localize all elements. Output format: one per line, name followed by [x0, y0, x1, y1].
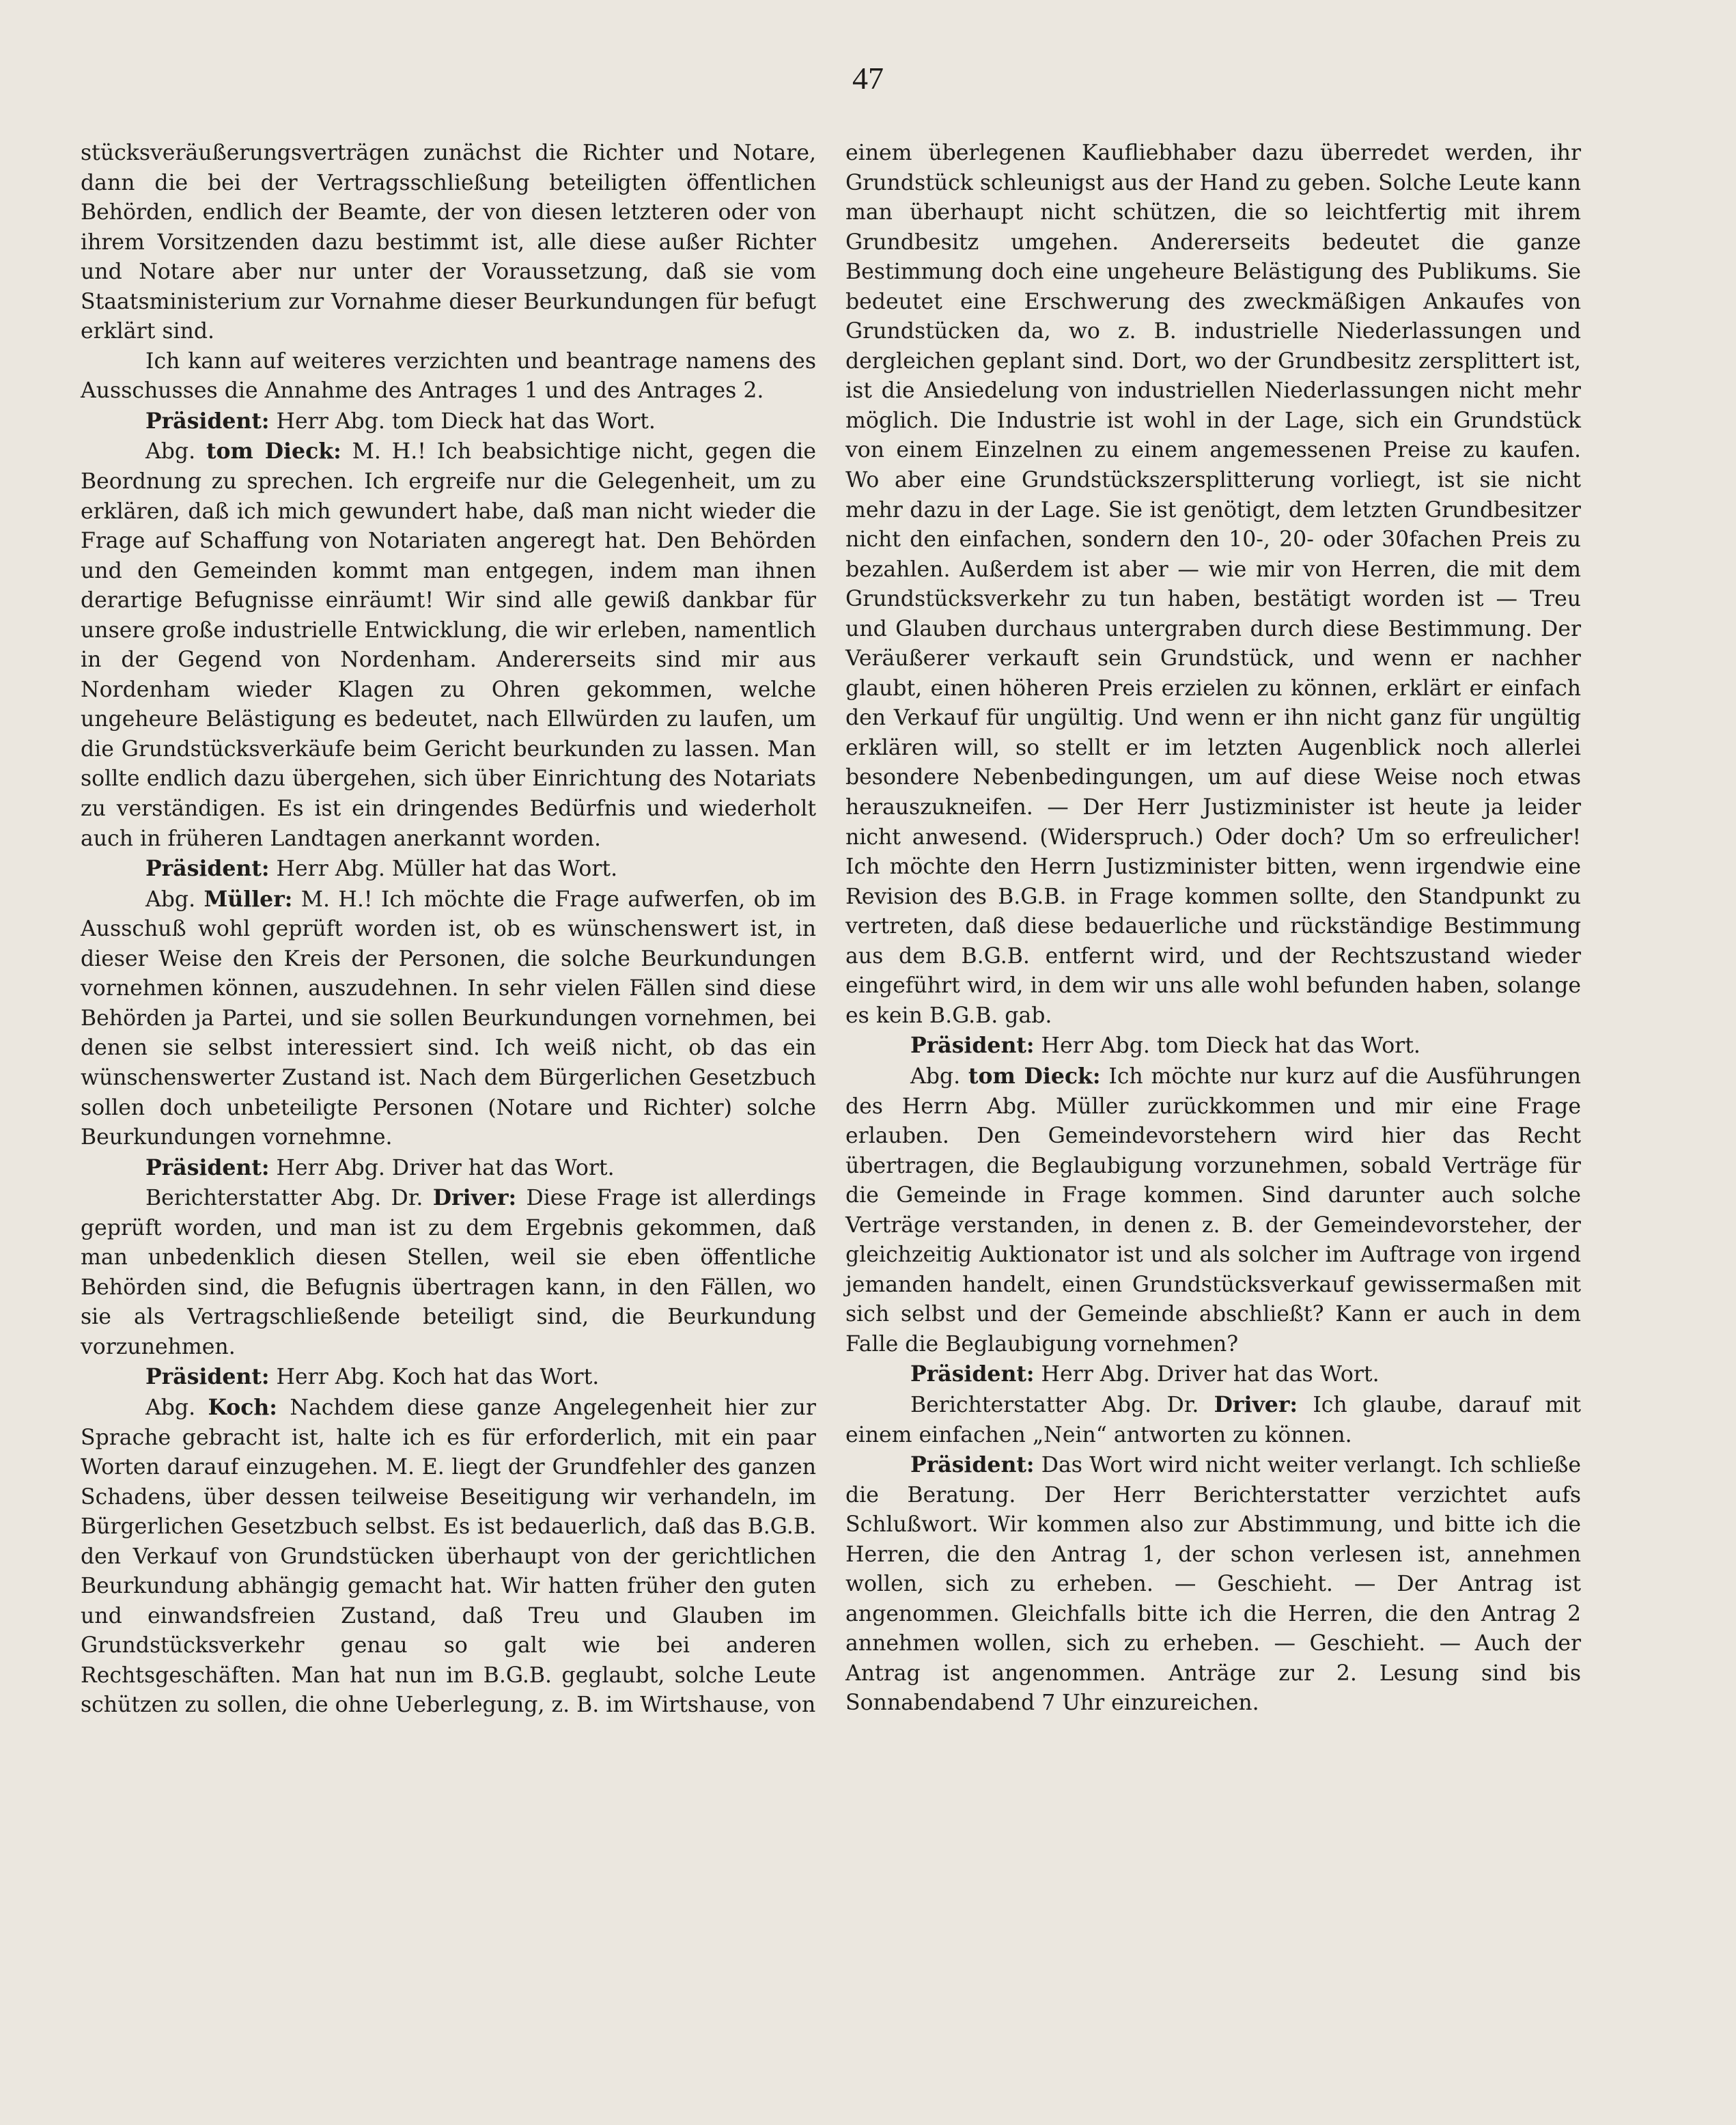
page-number: 47: [852, 61, 884, 96]
paragraph: [81, 1183, 816, 1362]
speaker-prefix: Berichterstatter Abg. Dr.: [910, 1392, 1214, 1417]
paragraph: [845, 139, 1581, 1031]
speaker-name: Präsident:: [145, 1154, 270, 1180]
paragraph: [81, 139, 816, 347]
paragraph-text: Nachdem diese ganze Angelegenheit hier zur Sprache gebracht ist, halte ich es für erforderlich, mit ein paar Worten darauf einzugehen. M. E. liegt der Grundfehler des ganzen Schadens, über dessen teilweise Beseitigung wir verhandeln, im Bürgerlichen Gesetzbuch selbst. Es ist bedauerlich, daß das B.G.B. den Verkauf von Grundstücken überhaupt von der gerichtlichen Beurkundung abhängig gemacht hat. Wir hatten früher den guten und einwandsfreien Zustand, daß Treu und Glauben im Grundstücksverkehr genau so galt wie bei anderen Rechtsgeschäften. Man hat nun im B.G.B. geglaubt, solche Leute schützen zu sollen, die ohne Ueberlegung, z. B. im Wirtshause, von: [81, 1395, 816, 1718]
speaker-prefix: Berichterstatter Abg. Dr.: [145, 1186, 433, 1211]
paragraph: [81, 347, 816, 406]
paragraph: [81, 854, 816, 885]
paragraph-text: Herr Abg. Müller hat das Wort.: [269, 857, 618, 882]
paragraph: [81, 436, 816, 854]
paragraph-text: Herr Abg. tom Dieck hat das Wort.: [1034, 1033, 1420, 1059]
paragraph: [81, 406, 816, 437]
speaker-name: Präsident:: [910, 1452, 1035, 1478]
right-column: [845, 139, 1581, 1719]
speaker-name: Driver:: [432, 1185, 517, 1211]
paragraph-text: Diese Frage ist allerdings geprüft worden, und man ist zu dem Ergebnis gekommen, daß man unbedenklich diesen Stellen, weil sie eben öffentliche Behörden sind, die Befugnis übertragen kann, in den Fällen, wo sie als Vertragschließende beteiligt sind, die Beurkundung vorzunehmen.: [81, 1186, 816, 1359]
paragraph-text: Herr Abg. Driver hat das Wort.: [1034, 1362, 1380, 1387]
paragraph: [81, 1362, 816, 1393]
speaker-name: Präsident:: [910, 1033, 1035, 1059]
paragraph-text: Das Wort wird nicht weiter verlangt. Ich schließe die Beratung. Der Herr Berichterstatter verzichtet aufs Schlußwort. Wir kommen also zur Abstimmung, und bitte ich die Herren, die den Antrag 1, der schon verlesen ist, annehmen wollen, sich zu erheben. — Geschieht. — Der Antrag ist angenommen. Gleichfalls bitte ich die Herren, die den Antrag 2 annehmen wollen, sich zu erheben. — Geschieht. — Auch der Antrag ist angenommen. Anträge zur 2. Lesung sind bis Sonnabendabend 7 Uhr einzureichen.: [845, 1453, 1581, 1716]
paragraph: [845, 1359, 1581, 1390]
paragraph-text: Herr Abg. tom Dieck hat das Wort.: [269, 408, 656, 434]
paragraph-text: Ich kann auf weiteres verzichten und beantrage namens des Ausschusses die Annahme des Antrages 1 und des Antrages 2.: [81, 348, 816, 404]
speaker-prefix: Abg.: [910, 1064, 968, 1089]
paragraph: [81, 1153, 816, 1184]
paragraph: [845, 1390, 1581, 1450]
paragraph: [81, 1393, 816, 1721]
paragraph: [845, 1031, 1581, 1061]
speaker-name: tom Dieck:: [206, 439, 341, 464]
paragraph: [845, 1450, 1581, 1719]
paragraph-text: M. H.! Ich möchte die Frage aufwerfen, ob im Ausschuß wohl geprüft worden ist, ob es wünschenswert ist, in dieser Weise den Kreis der Personen, die solche Beurkundungen vornehmen können, auszudehnen. In sehr vielen Fällen sind diese Behörden ja Partei, und sie sollen Beurkundungen vornehmen, bei denen sie selbst interessiert sind. Ich weiß nicht, ob das ein wünschenswerter Zustand ist. Nach dem Bürgerlichen Gesetzbuch sollen doch unbeteiligte Personen (Notare und Richter) solche Beurkundungen vornehmne.: [81, 887, 817, 1150]
paragraph-text: stücksveräußerungsverträgen zunächst die Richter und Notare, dann die bei der Vertragsschließung beteiligten öffentlichen Behörden, endlich der Beamte, der von diesen letzteren oder von ihrem Vorsitzenden dazu bestimmt ist, alle diese außer Richter und Notare aber nur unter der Voraussetzung, daß sie vom Staatsministerium zur Vornahme dieser Beurkundungen für befugt erklärt sind.: [81, 141, 816, 344]
paragraph-text: einem überlegenen Kaufliebhaber dazu überredet werden, ihr Grundstück schleunigst aus der Hand zu geben. Solche Leute kann man überhaupt nicht schützen, die so leichtfertig mit ihrem Grundbesitz umgehen. Andererseits bedeutet die ganze Bestimmung doch eine ungeheure Belästigung des Publikums. Sie bedeutet eine Erschwerung des zweckmäßigen Ankaufes von Grundstücken da, wo z. B. industrielle Niederlassungen und dergleichen geplant sind. Dort, wo der Grundbesitz zersplittert ist, ist die Ansiedelung von industriellen Niederlassungen nicht mehr möglich. Die Industrie ist wohl in der Lage, sich ein Grundstück von einem Einzelnen zu einem angemessenen Preise zu kaufen. Wo aber eine Grundstückszersplitterung vorliegt, ist sie nicht mehr dazu in der Lage. Sie ist genötigt, dem letzten Grundbesitzer nicht den einfachen, sondern den 10-, 20- oder 30fachen Preis zu bezahlen. Außerdem ist aber — wie mir von Herren, die mit dem Grundstücksverkehr zu tun haben, bestätigt worden ist — Treu und Glauben durchaus untergraben durch diese Bestimmung. Der Veräußerer verkauft sein Grundstück, und wenn er nachher glaubt, einen höheren Preis erzielen zu können, erklärt er einfach den Verkauf für ungültig. Und wenn er ihn nicht ganz für ungültig erklären will, so stellt er im letzten Augenblick noch allerlei besondere Nebenbedingungen, um auf diese Weise noch etwas herauszukneifen. — Der Herr Justizminister ist heute ja leider nicht anwesend. (Widerspruch.) Oder doch? Um so erfreulicher! Ich möchte den Herrn Justizminister bitten, wenn irgendwie eine Revision des B.G.B. in Frage kommen sollte, den Standpunkt zu vertreten, daß diese bedauerliche und rückständige Bestimmung aus dem B.G.B. entfernt wird, und der Rechtszustand wieder eingeführt wird, in dem wir uns alle wohl befunden haben, solange es kein B.G.B. gab.: [845, 141, 1581, 1028]
speaker-prefix: Abg.: [145, 439, 206, 464]
speaker-name: Präsident:: [145, 408, 270, 434]
paragraph-text: Ich glaube, darauf mit einem einfachen „Nein“ antworten zu können.: [845, 1392, 1581, 1447]
speaker-name: Müller:: [204, 886, 293, 912]
speaker-name: Driver:: [1214, 1391, 1298, 1417]
speaker-name: Präsident:: [910, 1361, 1035, 1387]
speaker-name: Koch:: [208, 1394, 277, 1420]
paragraph: [845, 1061, 1581, 1359]
paragraph-text: Herr Abg. Driver hat das Wort.: [269, 1155, 615, 1180]
left-column: [81, 139, 816, 1721]
speaker-prefix: Abg.: [145, 1395, 208, 1420]
speaker-name: tom Dieck:: [968, 1063, 1101, 1089]
speaker-name: Präsident:: [145, 1364, 270, 1390]
paragraph-text: Herr Abg. Koch hat das Wort.: [269, 1365, 600, 1390]
paragraph: [81, 885, 816, 1153]
speaker-prefix: Abg.: [145, 887, 204, 912]
paragraph-text: M. H.! Ich beabsichtige nicht, gegen die Beordnung zu sprechen. Ich ergreife nur die Gelegenheit, um zu erklären, daß ich mich gewundert habe, daß man nicht wieder die Frage auf Schaffung von Notariaten angeregt hat. Den Behörden und den Gemeinden kommt man entgegen, indem man ihnen derartige Befugnisse einräumt! Wir sind alle gewiß dankbar für unsere große industrielle Entwicklung, die wir erleben, namentlich in der Gegend von Nordenham. Andererseits sind mir aus Nordenham wieder Klagen zu Ohren gekommen, welche ungeheure Belästigung es bedeutet, nach Ellwürden zu laufen, um die Grundstücksverkäufe beim Gericht beurkunden zu lassen. Man sollte endlich dazu übergehen, sich über Einrichtung des Notariats zu verständigen. Es ist ein dringendes Bedürfnis und wiederholt auch in früheren Landtagen anerkannt worden.: [81, 439, 816, 851]
speaker-name: Präsident:: [145, 856, 270, 882]
paragraph-text: Ich möchte nur kurz auf die Ausführungen des Herrn Abg. Müller zurückkommen und mir eine Frage erlauben. Den Gemeindevorstehern wird hier das Recht übertragen, die Beglaubigung vorzunehmen, sobald Verträge für die Gemeinde in Frage kommen. Sind darunter auch solche Verträge verstanden, in denen z. B. der Gemeindevorsteher, der gleichzeitig Auktionator ist und als solcher im Auftrage von irgend jemanden handelt, einen Grundstücksverkauf gewissermaßen mit sich selbst und der Gemeinde abschließt? Kann er auch in dem Falle die Beglaubigung vornehmen?: [845, 1064, 1581, 1357]
